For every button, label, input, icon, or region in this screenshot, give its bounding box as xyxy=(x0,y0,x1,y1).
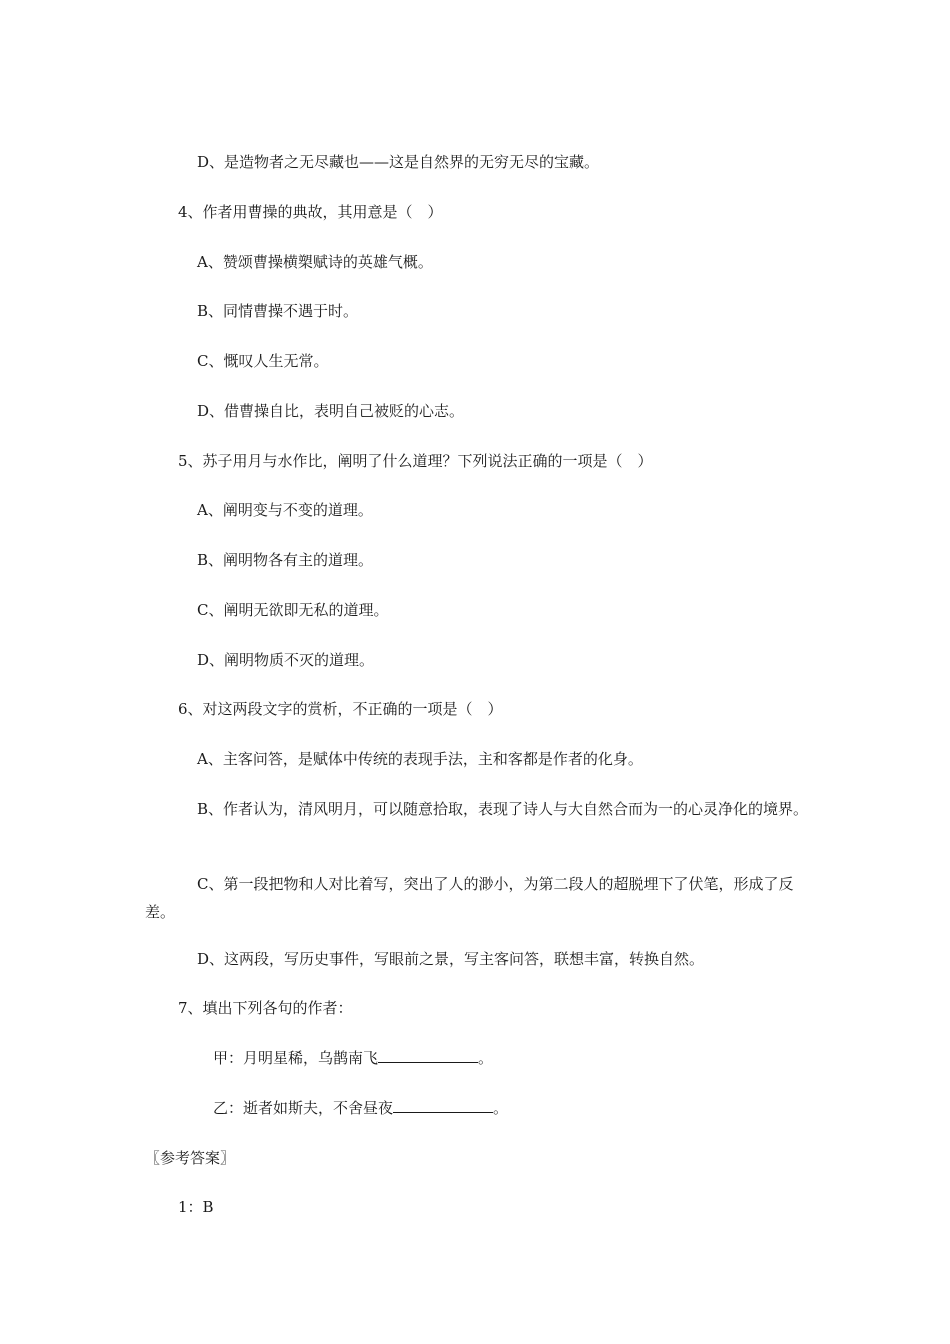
q7-item-a-end: 。 xyxy=(478,1049,494,1067)
answer-blank xyxy=(393,1098,493,1113)
q7-item-a-text: 甲：月明星稀，乌鹊南飞 xyxy=(213,1049,379,1067)
q4-option-d: D、借曹操自比，表明自己被贬的心志。 xyxy=(197,402,465,420)
q7-item-b-text: 乙：逝者如斯夫，不舍昼夜 xyxy=(213,1099,394,1117)
q6-option-d: D、这两段，写历史事件，写眼前之景，写主客问答，联想丰富，转换自然。 xyxy=(197,950,705,968)
q6-option-c: C、第一段把物和人对比着写，突出了人的渺小，为第二段人的超脱埋下了伏笔，形成了反差。 xyxy=(145,875,794,921)
q7-stem: 7、填出下列各句的作者： xyxy=(178,999,353,1017)
answers-heading: 〖参考答案〗 xyxy=(145,1149,236,1167)
answer-blank xyxy=(378,1048,478,1063)
q6-stem: 6、对这两段文字的赏析，不正确的一项是（ ） xyxy=(178,700,503,718)
q7-item-a xyxy=(213,1048,493,1068)
q6-option-b: B、作者认为，清风明月，可以随意拾取，表现了诗人与大自然合而为一的心灵净化的境界。 xyxy=(197,800,809,818)
q7-item-b xyxy=(213,1098,508,1118)
q4-stem: 4、作者用曹操的典故，其用意是（ ） xyxy=(178,203,443,221)
q5-option-d: D、阐明物质不灭的道理。 xyxy=(197,651,375,669)
answer-1: 1：B xyxy=(178,1198,214,1216)
q3-option-d: D、是造物者之无尽藏也——这是自然界的无穷无尽的宝藏。 xyxy=(197,153,600,171)
q5-option-c: C、阐明无欲即无私的道理。 xyxy=(197,601,389,619)
q4-option-b: B、同情曹操不遇于时。 xyxy=(197,302,359,320)
q7-item-b-end: 。 xyxy=(493,1099,509,1117)
q5-stem: 5、苏子用月与水作比，阐明了什么道理？下列说法正确的一项是（ ） xyxy=(178,452,653,470)
q4-option-c: C、慨叹人生无常。 xyxy=(197,352,329,370)
q5-option-b: B、阐明物各有主的道理。 xyxy=(197,551,374,569)
q5-option-a: A、阐明变与不变的道理。 xyxy=(197,501,373,519)
q4-option-a: A、赞颂曹操横槊赋诗的英雄气概。 xyxy=(197,253,433,271)
q6-option-a: A、主客问答，是赋体中传统的表现手法，主和客都是作者的化身。 xyxy=(197,750,643,768)
